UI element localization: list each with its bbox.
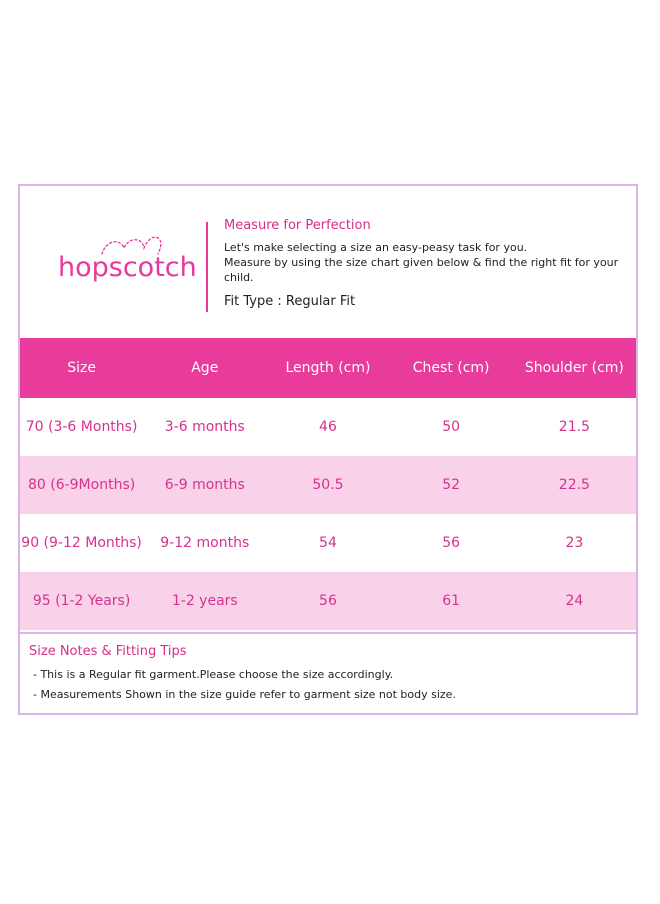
table-row <box>20 398 636 456</box>
header-line-2: Measure by using the size chart given below & find the right fit for your child. <box>224 256 619 284</box>
header-line-1: Let's make selecting a size an easy-peasy task for you. <box>224 241 528 254</box>
table-row <box>20 572 636 630</box>
cell-length: 54 <box>266 514 389 572</box>
notes-title: Size Notes & Fitting Tips <box>29 644 187 659</box>
cell-shoulder: 23 <box>513 514 636 572</box>
table-row <box>20 456 636 514</box>
cell-chest: 56 <box>390 514 513 572</box>
cell-chest: 61 <box>390 572 513 630</box>
header-divider <box>206 222 208 312</box>
cell-age: 9-12 months <box>143 514 266 572</box>
header-title: Measure for Perfection <box>224 218 371 233</box>
cell-size: 90 (9-12 Months) <box>20 514 143 572</box>
cell-length: 50.5 <box>266 456 389 514</box>
size-chart-header <box>20 186 636 338</box>
brand-logo <box>58 226 197 286</box>
note-item: - Measurements Shown in the size guide refer to garment size not body size. <box>33 688 456 701</box>
cell-age: 6-9 months <box>143 456 266 514</box>
cell-size: 95 (1-2 Years) <box>20 572 143 630</box>
cell-length: 56 <box>266 572 389 630</box>
fit-type-label: Fit Type : Regular Fit <box>224 294 356 309</box>
column-header-shoulder: Shoulder (cm) <box>513 338 636 398</box>
logo-wordmark: hopscotch <box>58 252 197 283</box>
size-notes-section <box>20 632 636 713</box>
column-header-size: Size <box>20 338 143 398</box>
note-item: - This is a Regular fit garment.Please choose the size accordingly. <box>33 668 394 681</box>
cell-age: 3-6 months <box>143 398 266 456</box>
column-header-length: Length (cm) <box>266 338 389 398</box>
cell-shoulder: 24 <box>513 572 636 630</box>
cell-chest: 50 <box>390 398 513 456</box>
cell-shoulder: 21.5 <box>513 398 636 456</box>
cell-age: 1-2 years <box>143 572 266 630</box>
table-row <box>20 514 636 572</box>
header-info <box>224 218 624 322</box>
cell-chest: 52 <box>390 456 513 514</box>
column-header-chest: Chest (cm) <box>390 338 513 398</box>
table-header-row <box>20 338 636 398</box>
cell-size: 80 (6-9Months) <box>20 456 143 514</box>
size-table <box>20 338 636 630</box>
column-header-age: Age <box>143 338 266 398</box>
cell-size: 70 (3-6 Months) <box>20 398 143 456</box>
size-chart-card <box>18 184 638 715</box>
cell-shoulder: 22.5 <box>513 456 636 514</box>
cell-length: 46 <box>266 398 389 456</box>
